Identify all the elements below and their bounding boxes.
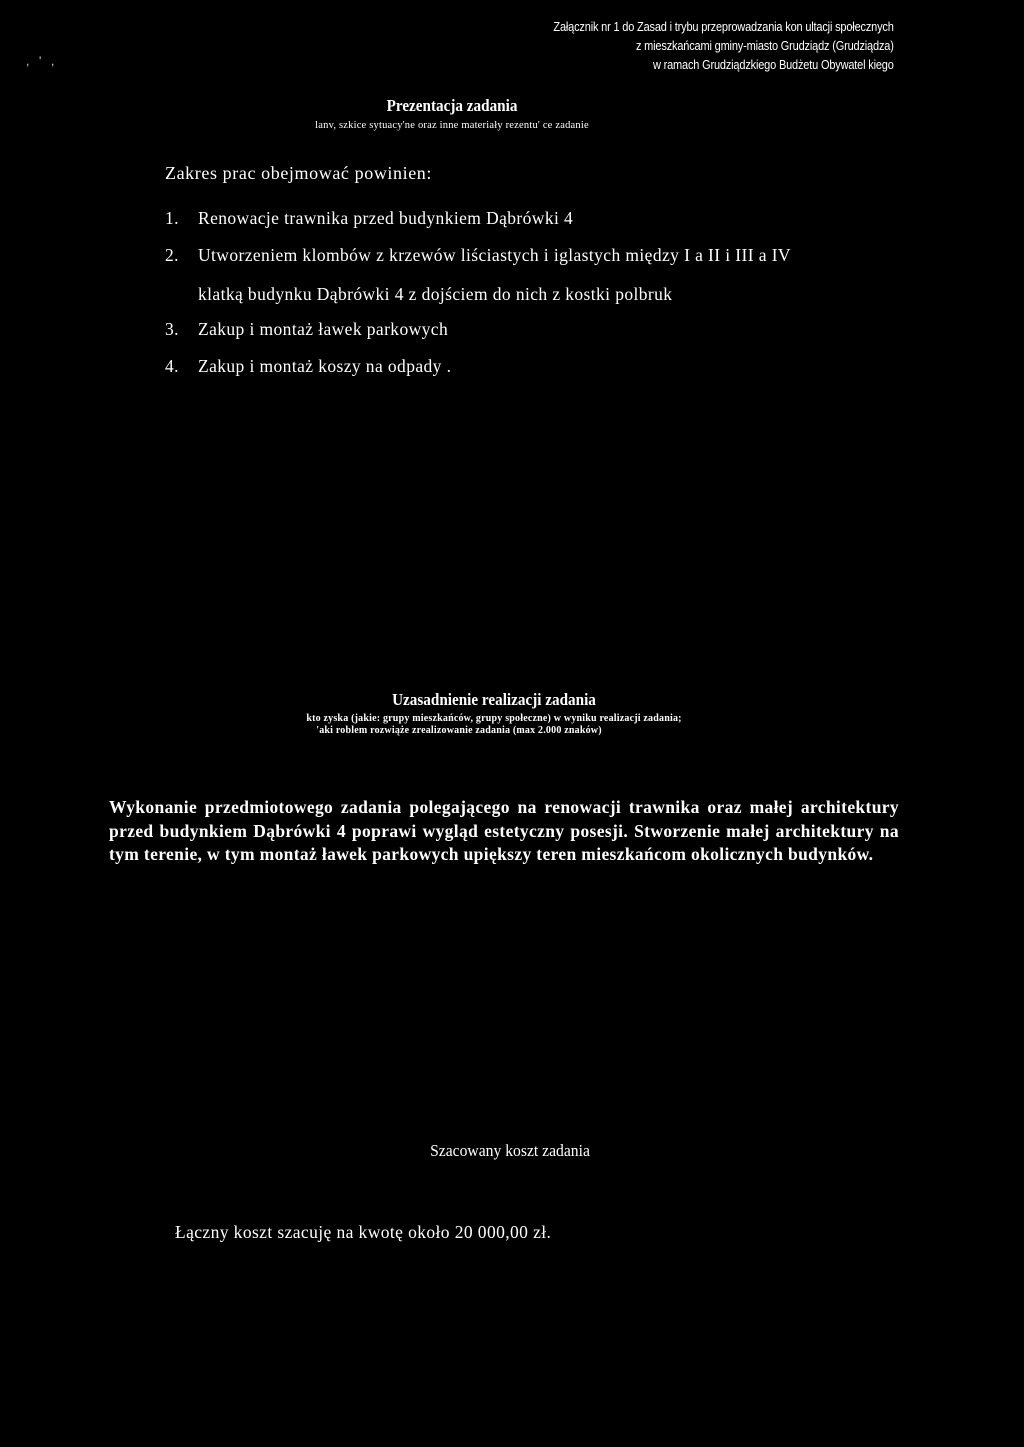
scope-item-line-continued: klatką budynku Dąbrówki 4 z dojściem do nich z kostki polbruk <box>198 284 673 304</box>
scope-item <box>165 243 905 306</box>
rationale-title: Uzasadnienie realizacji zadania <box>392 690 596 709</box>
scope-item-line: Renowacje trawnika przed budynkiem Dąbrówki 4 <box>198 208 574 228</box>
annex-line-1: Załącznik nr 1 do Zasad i trybu przeprowadzania kon ultacji społecznych <box>553 20 894 34</box>
scope-item-line: Utworzeniem klombów z krzewów liściastych i iglastych między I a II i III a IV <box>198 245 791 265</box>
scope-item-number: 2. <box>165 245 179 265</box>
scope-item-text <box>198 317 905 341</box>
scope-item-text <box>198 354 905 378</box>
scope-item-text <box>198 206 905 230</box>
annex-line-2: z mieszkańcami gminy-miasto Grudziądz (Grudziądza) <box>636 39 894 53</box>
scope-item-line: Zakup i montaż koszy na odpady . <box>198 356 452 376</box>
scope-list <box>165 206 905 391</box>
scope-item-number: 4. <box>165 356 179 376</box>
annex-note <box>554 18 894 75</box>
margin-marks: , ' , <box>26 54 56 68</box>
scope-item <box>165 206 905 230</box>
rationale-body: Wykonanie przedmiotowego zadania polegającego na renowacji trawnika oraz małej architektury przed budynkiem Dąbrówki 4 poprawi wygląd estetyczny posesji. Stworzenie małej architektury na tym terenie, w tym montaż ławek parkowych upiększy teren mieszkańcom okolicznych budynków. <box>109 797 899 864</box>
scope-heading: Zakres prac obejmować powinien: <box>165 163 433 183</box>
cost-text: Łączny koszt szacuję na kwotę około 20 000,00 zł. <box>175 1222 552 1242</box>
annex-line-3: w ramach Grudziądzkiego Budżetu Obywatel kiego <box>653 58 894 72</box>
presentation-subtitle: lanv, szkice sytuacy'ne oraz inne materiały rezentu' ce zadanie <box>315 120 589 131</box>
cost-title: Szacowany koszt zadania <box>430 1141 590 1160</box>
presentation-title: Prezentacja zadania <box>386 96 518 115</box>
scope-item-text <box>198 243 905 306</box>
cost-header <box>0 1141 1022 1161</box>
rationale-subtitle-1: kto zyska (jakie: grupy mieszkańców, grupy społeczne) w wyniku realizacji zadania; <box>306 713 682 724</box>
scope-item-number: 1. <box>165 208 179 228</box>
rationale-header <box>0 690 1006 736</box>
scope-item <box>165 317 905 341</box>
presentation-header <box>0 96 964 131</box>
scope-item <box>165 354 905 378</box>
rationale-subtitle-2: 'aki roblem rozwiąże zrealizowanie zadania (max 2.000 znaków) <box>316 725 602 736</box>
scope-item-number: 3. <box>165 319 179 339</box>
scope-item-line: Zakup i montaż ławek parkowych <box>198 319 449 339</box>
